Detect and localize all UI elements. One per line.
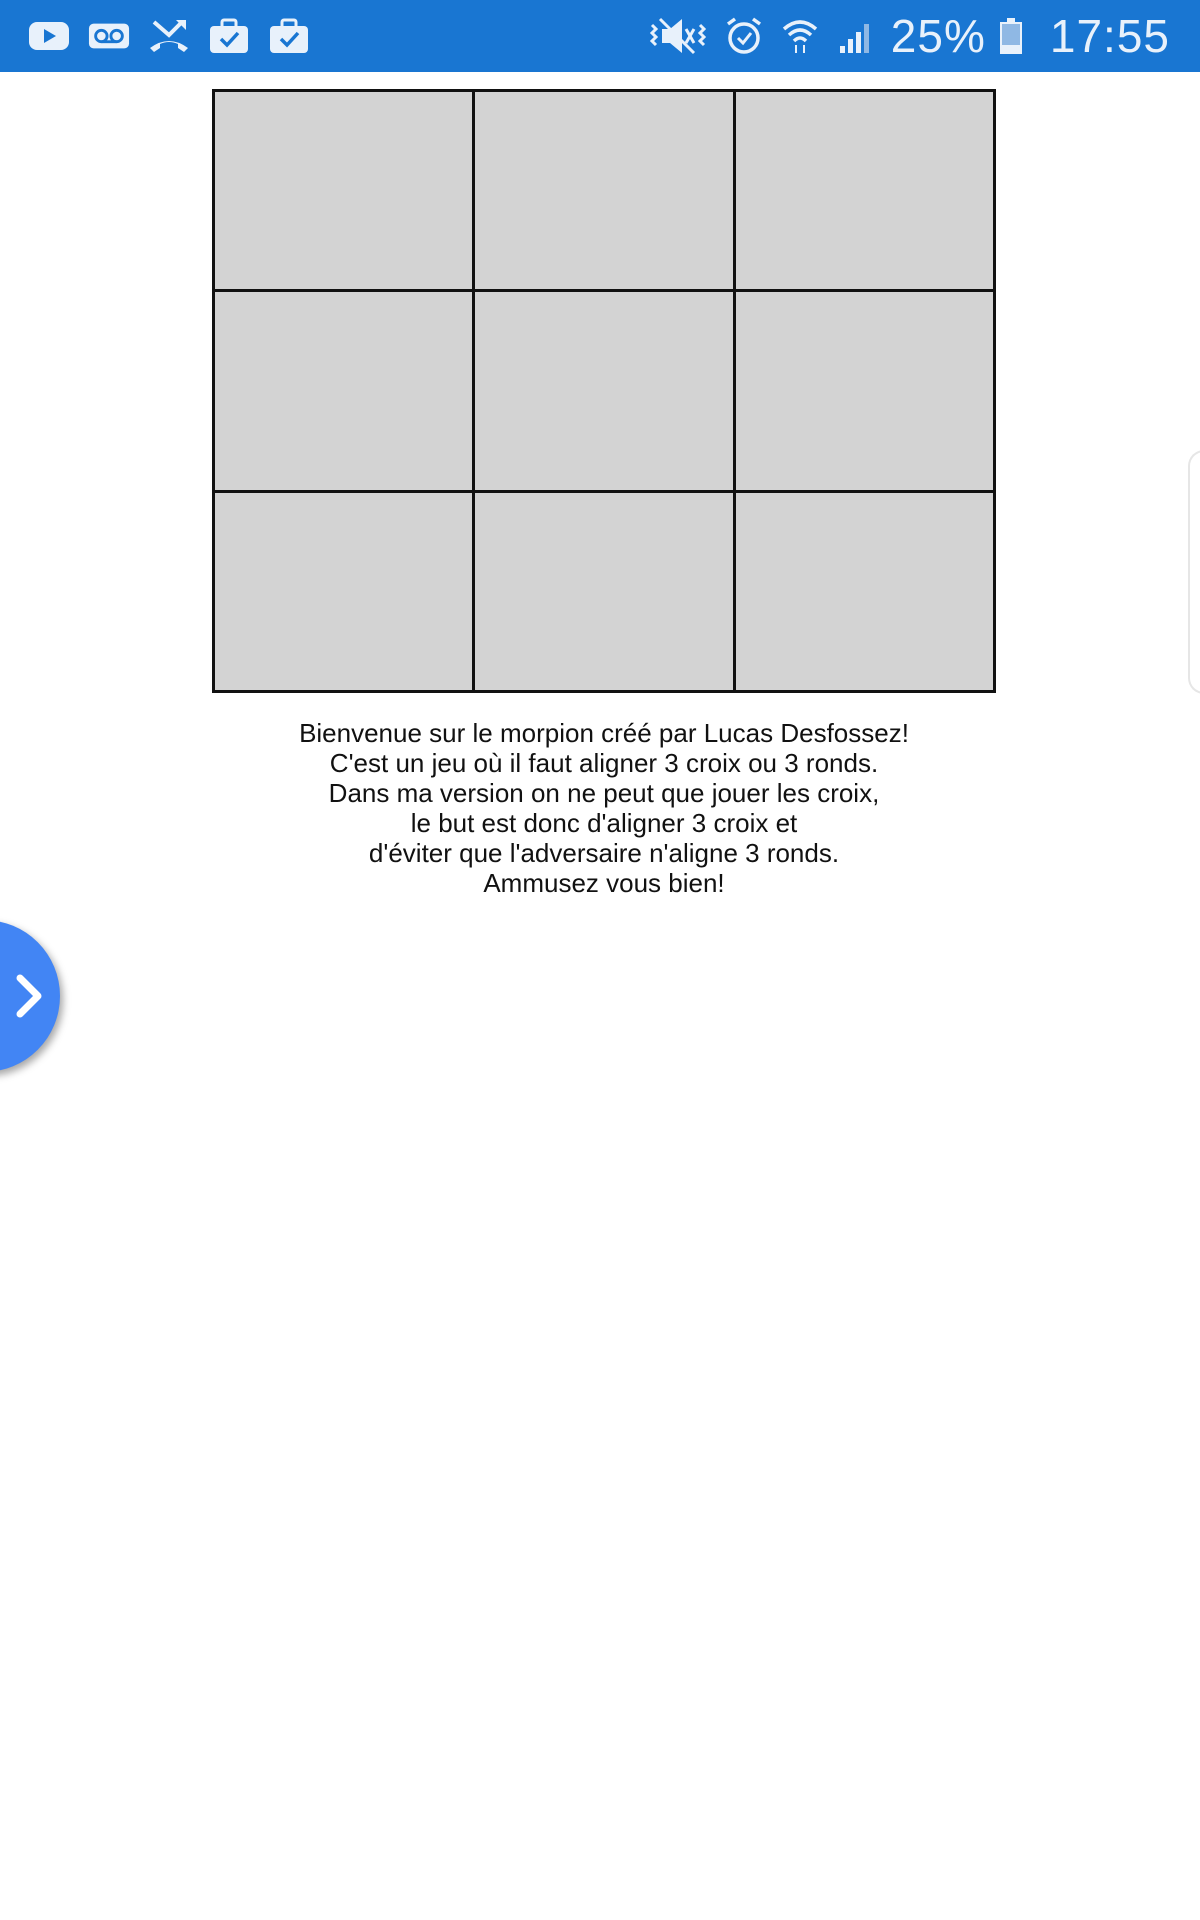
board-cell-3[interactable]: [736, 92, 993, 289]
battery-icon: [1000, 18, 1022, 54]
board-cell-6[interactable]: [736, 292, 993, 489]
board-cell-9[interactable]: [736, 493, 993, 690]
intro-line: Dans ma version on ne peut que jouer les croix,: [328, 778, 880, 808]
alarm-icon: [723, 16, 765, 56]
voicemail-icon: [88, 16, 130, 56]
intro-line: Ammusez vous bien!: [483, 868, 725, 898]
intro-line: d'éviter que l'adversaire n'aligne 3 ronds.: [368, 838, 840, 868]
chevron-right-icon: [12, 972, 46, 1020]
board-cell-7[interactable]: [215, 493, 472, 690]
youtube-icon: [28, 16, 70, 56]
board-cell-4[interactable]: [215, 292, 472, 489]
battery-level: [1002, 45, 1020, 52]
game-board: [212, 89, 996, 693]
wifi-icon: [779, 16, 821, 56]
missed-call-icon: [148, 16, 190, 56]
board-cell-8[interactable]: [475, 493, 732, 690]
clock: 17:55: [1049, 10, 1170, 62]
board-cell-5[interactable]: [475, 292, 732, 489]
intro-text: [200, 718, 1008, 898]
intro-line: Bienvenue sur le morpion créé par Lucas Desfossez!: [299, 718, 909, 748]
edge-panel-handle[interactable]: [1188, 450, 1200, 694]
notification-icons: [28, 16, 310, 56]
side-expand-button[interactable]: [0, 920, 60, 1072]
system-status: [647, 8, 1170, 64]
status-bar: [0, 0, 1200, 72]
briefcase-check-icon: [208, 16, 250, 56]
briefcase-check-icon: [268, 16, 310, 56]
intro-line: le but est donc d'aligner 3 croix et: [410, 808, 798, 838]
board-cell-2[interactable]: [475, 92, 732, 289]
board-cell-1[interactable]: [215, 92, 472, 289]
signal-icon: [835, 16, 877, 56]
intro-line: C'est un jeu où il faut aligner 3 croix ou 3 ronds.: [329, 748, 879, 778]
battery-percent: 25%: [890, 10, 986, 62]
vibrate-icon: [647, 16, 709, 56]
